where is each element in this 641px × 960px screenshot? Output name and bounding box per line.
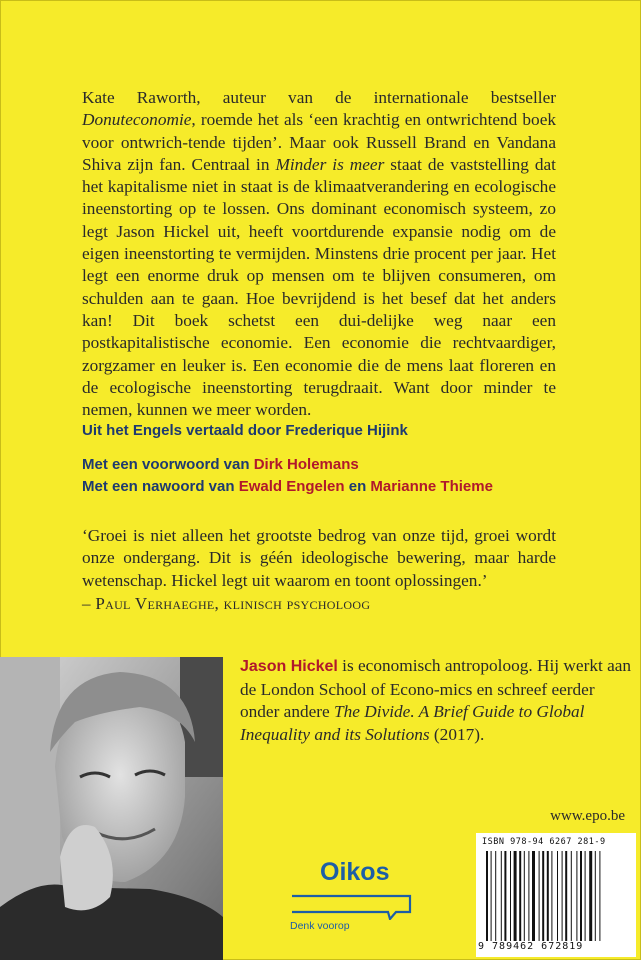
- barcode-bar: [528, 851, 529, 941]
- barcode-bar: [580, 851, 582, 941]
- barcode-bar: [491, 851, 492, 941]
- book-title-minder-is-meer: Minder is meer: [275, 154, 385, 174]
- barcode-bar: [547, 851, 549, 941]
- barcode-bar: [599, 851, 600, 941]
- previous-book-title: The Divide. A Brief Guide to Global Inequality and its Solutions: [240, 702, 585, 744]
- barcode-bar: [514, 851, 517, 941]
- oikos-wordmark: Oikos: [320, 858, 390, 886]
- barcode-bar: [595, 851, 596, 941]
- barcode-bar: [539, 851, 540, 941]
- barcode-bars: [486, 851, 626, 941]
- barcode-bar: [589, 851, 592, 941]
- back-cover-blurb: Kate Raworth, auteur van de internationale bestseller Donuteconomie, roemde het als ‘een krachtig en ontwrichtend boek voor ontwrich-tende tijden’. Maar ook Russell Brand en Vandana Shiva zijn fan. Centraal in Minder is meer staat de vaststelling dat het kapitalisme niet in staat is de klimaatverandering en ecologische ineenstorting op te lossen. Ons dominant economisch systeem, zo legt Jason Hickel uit, heeft voortdurende expansie nodig om de eigen ineenstorting te vermijden. Minstens drie procent per jaar. Het legt een enorme druk op mensen om te blijven consumeren, om schulden aan te gaan. Hoe bevrijdend is het besef dat het anders kan! Dit boek schetst een dui-delijke weg naar een postkapitalistische economie. Een economie die rechtvaardiger, zorgzamer en leuker is. Een economie die de mens laat floreren en de ecologische ineenstorting terugdraait. Want door minder te nemen, kunnen we meer worden.: [82, 88, 556, 420]
- barcode-bar: [486, 851, 488, 941]
- afterword-author-2: Marianne Thieme: [370, 478, 493, 495]
- book-title-donuteconomie: Donuteconomie: [82, 110, 192, 130]
- barcode-bar: [510, 851, 511, 941]
- isbn-text: ISBN 978-94 6267 281-9: [482, 837, 606, 847]
- isbn-barcode: [476, 833, 636, 957]
- barcode-bar: [532, 851, 535, 941]
- barcode-bar: [565, 851, 567, 941]
- barcode-bar: [519, 851, 521, 941]
- barcode-bar: [585, 851, 586, 941]
- author-name: Jason Hickel: [240, 658, 338, 675]
- publisher-logo: [290, 858, 430, 938]
- barcode-bar: [524, 851, 525, 941]
- barcode-bar: [557, 851, 558, 941]
- barcode-bar: [495, 851, 496, 941]
- afterword-author-1: Ewald Engelen: [238, 478, 345, 495]
- translator-credit: Uit het Engels vertaald door Frederique Hijink: [82, 422, 408, 439]
- barcode-bar: [571, 851, 572, 941]
- foreword-author: Dirk Holemans: [253, 456, 359, 473]
- endorsement-source: – Paul Verhaeghe, klinisch psycholoog: [82, 594, 371, 613]
- publisher-url: www.epo.be: [550, 808, 625, 824]
- barcode-bar: [576, 851, 577, 941]
- barcode-bar: [504, 851, 506, 941]
- afterword-credit: Met een nawoord van Ewald Engelen en Marianne Thieme: [82, 478, 493, 495]
- barcode-bar: [542, 851, 544, 941]
- endorsement-quote: ‘Groei is niet alleen het grootste bedrog van onze tijd, groei wordt onze ondergang. Dit is géén ideologische bewering, maar harde wetenschap. Hickel legt uit waarom en toont oplossingen.’: [82, 526, 556, 590]
- barcode-bar: [551, 851, 552, 941]
- ean-number: 9 789462 672819: [478, 941, 584, 952]
- author-bio: Jason Hickel is economisch antropoloog. Hij werkt aan de London School of Econo-mics en schreef eerder onder andere The Divide. A Brief Guide to Global Inequality and its Solutions (2017).: [240, 656, 632, 744]
- barcode-bar: [501, 851, 502, 941]
- author-photo: [0, 657, 223, 960]
- logo-tagline: Denk voorop: [290, 920, 350, 932]
- barcode-bar: [562, 851, 563, 941]
- foreword-credit: Met een voorwoord van Dirk Holemans: [82, 456, 359, 473]
- speech-arrow-icon: [290, 892, 430, 920]
